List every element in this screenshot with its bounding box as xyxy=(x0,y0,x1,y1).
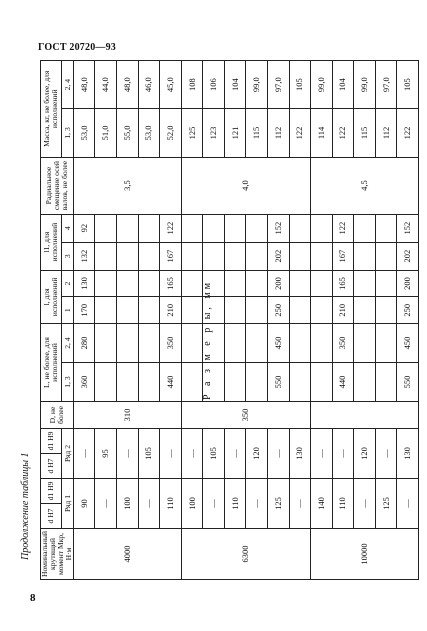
L24-cell: 350 xyxy=(160,324,182,363)
radial-cell: 4,5 xyxy=(311,157,419,214)
d2-cell: — xyxy=(375,429,397,479)
l3-cell xyxy=(375,242,397,270)
l4-cell: 152 xyxy=(267,214,289,242)
l1-cell: 210 xyxy=(332,297,354,324)
L13-cell xyxy=(224,363,246,402)
col-l: l, для исполнений xyxy=(41,270,62,323)
col-mass-24: 2, 4 xyxy=(62,61,73,109)
mass24-cell: 108 xyxy=(181,61,203,109)
d2-cell: 105 xyxy=(203,429,225,479)
table-row xyxy=(224,61,246,580)
col-l1-3: 3 xyxy=(62,242,73,270)
l3-cell: 202 xyxy=(267,242,289,270)
d2-cell: 130 xyxy=(397,429,419,479)
d2-cell: — xyxy=(224,429,246,479)
table-row xyxy=(117,61,139,580)
table-continuation-label: Продолжение таблицы 1 xyxy=(20,452,31,560)
d2-cell: — xyxy=(73,429,95,479)
l3-cell xyxy=(289,242,311,270)
mass13-cell: 123 xyxy=(203,109,225,157)
l4-cell xyxy=(375,214,397,242)
table-row xyxy=(160,61,182,580)
document-header: ГОСТ 20720—93 xyxy=(38,42,117,53)
table-row xyxy=(138,61,160,580)
L24-cell: 450 xyxy=(267,324,289,363)
L24-cell xyxy=(311,324,333,363)
col-mass: Масса, кг, не более, для исполнений xyxy=(41,61,62,158)
d-cell: — xyxy=(95,479,117,529)
L24-cell: 350 xyxy=(332,324,354,363)
l1-cell xyxy=(354,297,376,324)
dimensions-caption: Р а з м е р ы, мм xyxy=(202,279,213,400)
d-cell: — xyxy=(354,479,376,529)
l2-cell: 165 xyxy=(160,270,182,297)
d-cell: 125 xyxy=(375,479,397,529)
table-row xyxy=(332,61,354,580)
rotated-table-container xyxy=(40,60,412,580)
l1-cell: 250 xyxy=(267,297,289,324)
l4-cell: 92 xyxy=(73,214,95,242)
mass24-cell: 97,0 xyxy=(375,61,397,109)
L24-cell: 450 xyxy=(397,324,419,363)
l3-cell xyxy=(354,242,376,270)
L24-cell: 280 xyxy=(73,324,95,363)
l4-cell xyxy=(95,214,117,242)
l3-cell xyxy=(117,242,139,270)
l4-cell: 122 xyxy=(332,214,354,242)
d2-cell: 105 xyxy=(138,429,160,479)
l1-cell: 210 xyxy=(160,297,182,324)
d-cell: — xyxy=(246,479,268,529)
col-l-1: 1 xyxy=(62,297,73,324)
d-cell: 110 xyxy=(224,479,246,529)
torque-cell: 10000 xyxy=(311,529,419,580)
col-l-2: 2 xyxy=(62,270,73,297)
d2-cell: — xyxy=(160,429,182,479)
table-row xyxy=(289,61,311,580)
l3-cell xyxy=(311,242,333,270)
l2-cell xyxy=(246,270,268,297)
L13-cell xyxy=(117,363,139,402)
D-cell: 350 xyxy=(181,402,310,429)
l2-cell xyxy=(203,270,225,297)
table-row xyxy=(397,61,419,580)
col-row2: Ряд 2 xyxy=(62,429,73,479)
d2-cell: — xyxy=(311,429,333,479)
l3-cell xyxy=(181,242,203,270)
d2-cell: 130 xyxy=(289,429,311,479)
l2-cell xyxy=(95,270,117,297)
D-cell: 310 xyxy=(73,402,181,429)
l3-cell xyxy=(246,242,268,270)
L13-cell: 440 xyxy=(160,363,182,402)
col-l1-4: 4 xyxy=(62,214,73,242)
l1-cell xyxy=(95,297,117,324)
table-row xyxy=(95,61,117,580)
mass24-cell: 104 xyxy=(332,61,354,109)
mass24-cell: 44,0 xyxy=(95,61,117,109)
l4-cell xyxy=(311,214,333,242)
d-cell: — xyxy=(203,479,225,529)
table-row xyxy=(267,61,289,580)
torque-cell: 6300 xyxy=(181,529,310,580)
l1-cell xyxy=(246,297,268,324)
L24-cell xyxy=(375,324,397,363)
L13-cell: 440 xyxy=(332,363,354,402)
mass24-cell: 106 xyxy=(203,61,225,109)
d2-cell: 120 xyxy=(354,429,376,479)
d-cell: 125 xyxy=(267,479,289,529)
L13-cell xyxy=(138,363,160,402)
l3-cell: 167 xyxy=(160,242,182,270)
L24-cell xyxy=(95,324,117,363)
table-row xyxy=(354,61,376,580)
l2-cell xyxy=(354,270,376,297)
mass13-cell: 121 xyxy=(224,109,246,157)
L24-cell xyxy=(181,324,203,363)
mass24-cell: 45,0 xyxy=(160,61,182,109)
L13-cell xyxy=(311,363,333,402)
l4-cell xyxy=(246,214,268,242)
l3-cell: 167 xyxy=(332,242,354,270)
L13-cell: 550 xyxy=(267,363,289,402)
mass13-cell: 122 xyxy=(289,109,311,157)
mass24-cell: 99,0 xyxy=(354,61,376,109)
d-cell: 140 xyxy=(311,479,333,529)
col-L13: 1, 3 xyxy=(62,363,73,402)
l2-cell xyxy=(224,270,246,297)
d-cell: 100 xyxy=(117,479,139,529)
l2-cell xyxy=(138,270,160,297)
col-D: D, не более xyxy=(41,402,74,429)
mass24-cell: 104 xyxy=(224,61,246,109)
d-cell: — xyxy=(138,479,160,529)
l2-cell: 130 xyxy=(73,270,95,297)
mass13-cell: 115 xyxy=(354,109,376,157)
mass13-cell: 52,0 xyxy=(160,109,182,157)
table-row xyxy=(181,61,203,580)
mass24-cell: 99,0 xyxy=(311,61,333,109)
l2-cell xyxy=(181,270,203,297)
mass24-cell: 105 xyxy=(289,61,311,109)
table-row xyxy=(375,61,397,580)
L13-cell xyxy=(203,363,225,402)
L13-cell xyxy=(375,363,397,402)
mass24-cell: 99,0 xyxy=(246,61,268,109)
L13-cell: 550 xyxy=(397,363,419,402)
mass13-cell: 125 xyxy=(181,109,203,157)
radial-cell: 3,5 xyxy=(73,157,181,214)
l1-cell xyxy=(181,297,203,324)
mass13-cell: 53,0 xyxy=(138,109,160,157)
l2-cell xyxy=(311,270,333,297)
mass13-cell: 122 xyxy=(397,109,419,157)
L24-cell xyxy=(117,324,139,363)
d-cell: 110 xyxy=(160,479,182,529)
l3-cell xyxy=(203,242,225,270)
L24-cell xyxy=(138,324,160,363)
L13-cell xyxy=(95,363,117,402)
l2-cell: 165 xyxy=(332,270,354,297)
l1-cell xyxy=(117,297,139,324)
d2-cell: 120 xyxy=(246,429,268,479)
l4-cell xyxy=(117,214,139,242)
mass13-cell: 114 xyxy=(311,109,333,157)
D-cell xyxy=(311,402,419,429)
l4-cell xyxy=(203,214,225,242)
l2-cell xyxy=(375,270,397,297)
mass24-cell: 48,0 xyxy=(73,61,95,109)
mass13-cell: 122 xyxy=(332,109,354,157)
col-d: d H7 xyxy=(41,504,62,529)
L24-cell xyxy=(246,324,268,363)
col-radial: Радиальное смещение осей валов, не более xyxy=(41,157,74,214)
table-row xyxy=(311,61,333,580)
l1-cell xyxy=(289,297,311,324)
torque-cell: 4000 xyxy=(73,529,181,580)
l4-cell xyxy=(354,214,376,242)
l1-cell xyxy=(138,297,160,324)
d-cell: 100 xyxy=(181,479,203,529)
L24-cell xyxy=(224,324,246,363)
L24-cell xyxy=(289,324,311,363)
col-d1: d1 H9 xyxy=(41,479,62,504)
dimensions-table xyxy=(40,60,419,580)
col-torque: Номинальный крутящий момент Мкр, Н·м xyxy=(41,529,74,580)
l2-cell xyxy=(289,270,311,297)
l4-cell xyxy=(289,214,311,242)
L13-cell xyxy=(354,363,376,402)
l4-cell xyxy=(138,214,160,242)
l3-cell xyxy=(138,242,160,270)
mass13-cell: 51,0 xyxy=(95,109,117,157)
mass24-cell: 105 xyxy=(397,61,419,109)
mass13-cell: 112 xyxy=(267,109,289,157)
d-cell: — xyxy=(397,479,419,529)
l3-cell: 202 xyxy=(397,242,419,270)
col-d1-2: d1 H9 xyxy=(41,429,62,454)
page-number: 8 xyxy=(30,592,36,604)
L13-cell xyxy=(289,363,311,402)
mass13-cell: 55,0 xyxy=(117,109,139,157)
l4-cell: 152 xyxy=(397,214,419,242)
l1-cell xyxy=(224,297,246,324)
L24-cell xyxy=(354,324,376,363)
col-L: L, не более, для исполнений xyxy=(41,324,62,402)
l3-cell: 132 xyxy=(73,242,95,270)
l3-cell xyxy=(95,242,117,270)
l1-cell xyxy=(311,297,333,324)
l4-cell: 122 xyxy=(160,214,182,242)
d-cell: 110 xyxy=(332,479,354,529)
mass13-cell: 115 xyxy=(246,109,268,157)
l2-cell xyxy=(117,270,139,297)
l2-cell: 200 xyxy=(397,270,419,297)
d2-cell: — xyxy=(332,429,354,479)
mass24-cell: 97,0 xyxy=(267,61,289,109)
d2-cell: — xyxy=(267,429,289,479)
l4-cell xyxy=(181,214,203,242)
d2-cell: — xyxy=(117,429,139,479)
d2-cell: 95 xyxy=(95,429,117,479)
l1-cell xyxy=(203,297,225,324)
radial-cell: 4,0 xyxy=(181,157,310,214)
mass13-cell: 112 xyxy=(375,109,397,157)
d2-cell: — xyxy=(181,429,203,479)
l1-cell: 170 xyxy=(73,297,95,324)
L24-cell xyxy=(203,324,225,363)
l4-cell xyxy=(224,214,246,242)
col-mass-13: 1, 3 xyxy=(62,109,73,157)
col-d-2: d H7 xyxy=(41,454,62,479)
L13-cell xyxy=(181,363,203,402)
d-cell: 90 xyxy=(73,479,95,529)
table-row xyxy=(203,61,225,580)
l1-cell xyxy=(375,297,397,324)
l3-cell xyxy=(224,242,246,270)
l2-cell: 200 xyxy=(267,270,289,297)
l1-cell: 250 xyxy=(397,297,419,324)
col-l1: l1, для исполнений xyxy=(41,214,62,270)
col-L24: 2, 4 xyxy=(62,324,73,363)
col-row1: Ряд 1 xyxy=(62,479,73,529)
table-row xyxy=(73,61,95,580)
table-row xyxy=(246,61,268,580)
mass24-cell: 48,0 xyxy=(117,61,139,109)
L13-cell xyxy=(246,363,268,402)
L13-cell: 360 xyxy=(73,363,95,402)
mass24-cell: 46,0 xyxy=(138,61,160,109)
mass13-cell: 53,0 xyxy=(73,109,95,157)
d-cell: — xyxy=(289,479,311,529)
